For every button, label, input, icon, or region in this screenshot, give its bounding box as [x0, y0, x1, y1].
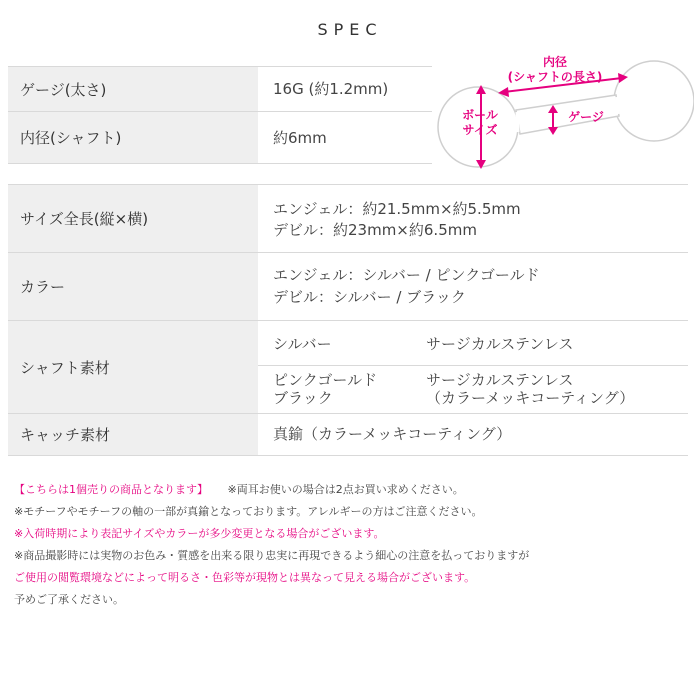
note-line-3: ※入荷時期により表記サイズやカラーが多少変更となる場合がございます。	[14, 527, 385, 540]
spec-value-line1: エンジェル：シルバー / ピンクゴールド	[273, 266, 540, 284]
spec-value: 約6mm	[273, 129, 327, 147]
spec-label: ゲージ(太さ)	[8, 67, 258, 111]
shaft-color-silver: シルバー	[273, 335, 332, 353]
note-line-1	[14, 479, 529, 501]
spec-value-line2: デビル：シルバー / ブラック	[273, 288, 466, 306]
diagram-label-gauge: ゲージ	[568, 110, 604, 124]
diagram-label-ball: ボール	[462, 108, 498, 122]
note-single-item: 【こちらは1個売りの商品となります】	[14, 483, 208, 496]
notes	[14, 479, 529, 611]
spec-row-size	[8, 185, 688, 253]
diagram-label-shaft-length: (シャフトの長さ)	[507, 70, 603, 84]
diagram-label-size: サイズ	[462, 123, 498, 137]
note-line-2: ※モチーフやモチーフの軸の一部が真鍮となっております。アレルギーの方はご注意ください。	[14, 505, 483, 518]
barbell-diagram	[432, 52, 694, 172]
diagram-label-inner-diameter: 内径	[542, 55, 568, 69]
spec-row-inner-diameter	[8, 112, 432, 164]
diagram-shaft-mask	[617, 97, 618, 114]
spec-value-line1: エンジェル：約21.5mm×約5.5mm	[273, 200, 521, 218]
spec-value: 真鍮（カラーメッキコーティング）	[273, 425, 512, 443]
note-line-5: ご使用の閲覧環境などによって明るさ・色彩等が現物とは異なって見える場合がございます。	[14, 571, 476, 584]
diagram-ball-right	[614, 61, 694, 141]
spec-value-line2: デビル：約23mm×約6.5mm	[273, 221, 477, 239]
spec-row-color	[8, 253, 688, 321]
spec-row-catch-material	[8, 414, 688, 456]
note-both-ears: ※両耳お使いの場合は2点お買い求めください。	[227, 483, 464, 496]
spec-label: サイズ全長(縦×横)	[8, 185, 258, 252]
note-line-6: 予めご了承ください。	[14, 593, 124, 606]
spec-label: カラー	[8, 253, 258, 320]
spec-label: 内径(シャフト)	[8, 112, 258, 163]
diagram-shaft-mask	[517, 112, 518, 132]
spec-row-shaft-material	[8, 321, 688, 414]
page-title: SPEC	[317, 20, 383, 39]
shaft-material-coated-note: （カラーメッキコーティング）	[426, 389, 635, 407]
spec-label: キャッチ素材	[8, 414, 258, 455]
shaft-material-coated: サージカルステンレス	[426, 371, 574, 389]
spec-label: シャフト素材	[8, 321, 258, 413]
spec-value: 16G (約1.2mm)	[273, 80, 389, 98]
shaft-material-silver: サージカルステンレス	[426, 335, 574, 353]
spec-row-gauge	[8, 67, 432, 112]
note-line-4: ※商品撮影時には実物のお色み・質感を出来る限り忠実に再現できるよう細心の注意を払っておりますが	[14, 549, 530, 562]
shaft-sub-divider	[258, 365, 688, 366]
arrow-head-icon	[548, 127, 558, 135]
shaft-color-black: ブラック	[273, 389, 333, 407]
shaft-color-pinkgold: ピンクゴールド	[273, 371, 378, 389]
